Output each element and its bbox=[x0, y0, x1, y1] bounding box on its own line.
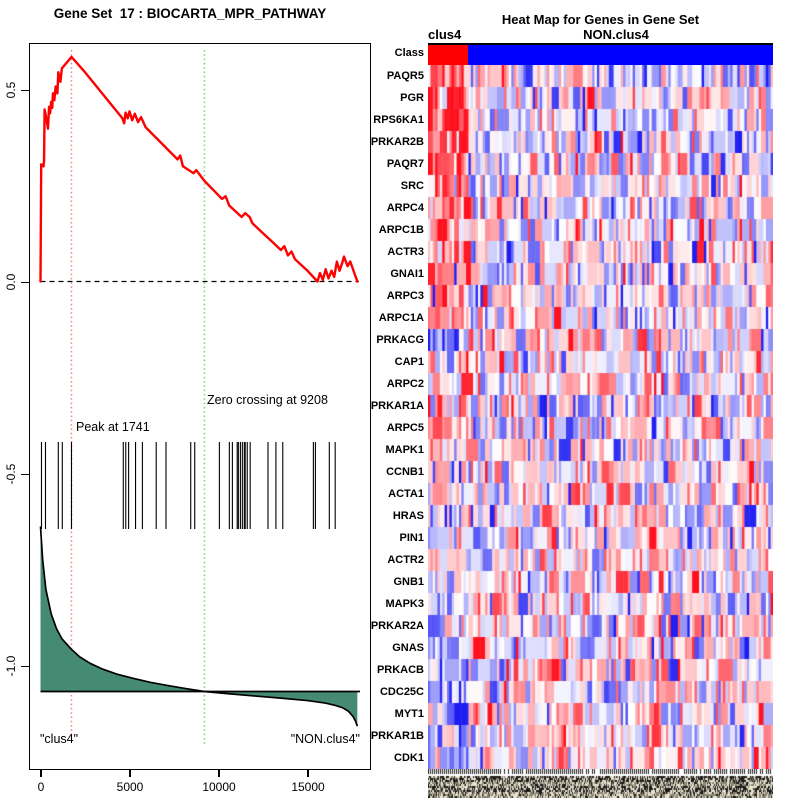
y-axis-tick bbox=[21, 666, 29, 667]
heatmap-class-label-non: NON.clus4 bbox=[583, 27, 649, 42]
y-axis-tick-label: 0.5 bbox=[4, 81, 18, 99]
heatmap-row-label: PRKAR2B bbox=[370, 136, 424, 148]
heatmap-grid bbox=[428, 65, 773, 769]
zero-crossing-annotation: Zero crossing at 9208 bbox=[207, 393, 328, 407]
y-axis-tick-label: 0.0 bbox=[4, 273, 18, 291]
heatmap-row-label: CDK1 bbox=[394, 752, 424, 764]
heatmap-row-label: PRKACG bbox=[376, 334, 424, 346]
heatmap-row-label: Class bbox=[394, 47, 424, 59]
heatmap-row-label: PAQR7 bbox=[386, 158, 424, 170]
x-axis-tick bbox=[218, 770, 219, 777]
x-axis-tick-label: 15000 bbox=[291, 780, 325, 794]
heatmap-row-label: ARPC1B bbox=[378, 224, 424, 236]
heatmap-row-label: CDC25C bbox=[379, 686, 424, 698]
y-axis-tick-label: -1.0 bbox=[4, 655, 18, 677]
heatmap-row-label: GNB1 bbox=[393, 576, 424, 588]
heatmap-row-label: ACTR2 bbox=[387, 554, 424, 566]
heatmap-row-label: RPS6KA1 bbox=[373, 114, 424, 126]
heatmap-row-label: ACTR3 bbox=[387, 246, 424, 258]
class-bar-clus4 bbox=[428, 45, 468, 65]
heatmap-row-label: HRAS bbox=[392, 510, 424, 522]
heatmap-row-label: ARPC3 bbox=[386, 290, 424, 302]
x-axis-tick-label: 10000 bbox=[202, 780, 236, 794]
heatmap-row-label: ARPC5 bbox=[386, 422, 424, 434]
heatmap-row-label: PRKAR1B bbox=[370, 730, 424, 742]
x-axis-tick bbox=[129, 770, 130, 777]
heatmap-row-label: PRKAR2A bbox=[370, 620, 424, 632]
heatmap-row-label: GNAS bbox=[392, 642, 424, 654]
heatmap-row-label: PRKACB bbox=[376, 664, 424, 676]
y-axis-tick-label: -0.5 bbox=[4, 463, 18, 485]
x-axis-tick bbox=[307, 770, 308, 777]
heatmap-row-label: MYT1 bbox=[394, 708, 424, 720]
heatmap-row-label: PAQR5 bbox=[386, 70, 424, 82]
heatmap-row-label: PIN1 bbox=[399, 532, 424, 544]
heatmap-row-label: CCNB1 bbox=[386, 466, 424, 478]
heatmap-row-label: PRKAR1A bbox=[370, 400, 424, 412]
heatmap-row-labels bbox=[348, 0, 424, 800]
y-axis-tick bbox=[21, 474, 29, 475]
heatmap-class-bar bbox=[428, 45, 773, 65]
x-axis-tick-label: 5000 bbox=[116, 780, 144, 794]
heatmap-row-label: MAPK3 bbox=[385, 598, 424, 610]
heatmap-class-label-clus4: clus4 bbox=[428, 27, 462, 42]
heatmap-sample-labels-band bbox=[428, 769, 773, 798]
y-axis-tick bbox=[21, 282, 29, 283]
heatmap-row-label: CAP1 bbox=[394, 356, 424, 368]
class-bar-non bbox=[468, 45, 773, 65]
heatmap-title: Heat Map for Genes in Gene Set bbox=[501, 12, 700, 27]
heatmap-row-label: GNAI1 bbox=[390, 268, 424, 280]
heatmap-row-label: ARPC2 bbox=[386, 378, 424, 390]
peak-annotation: Peak at 1741 bbox=[76, 420, 150, 434]
heatmap-row-label: SRC bbox=[400, 180, 424, 192]
heatmap-row-label: MAPK1 bbox=[385, 444, 424, 456]
heatmap-row-label: ARPC4 bbox=[386, 202, 424, 214]
heatmap-row-label: ARPC1A bbox=[378, 312, 424, 324]
heatmap-row-label: ACTA1 bbox=[388, 488, 424, 500]
phenotype-label-right: "NON.clus4" bbox=[290, 732, 360, 746]
x-axis-tick-label: 0 bbox=[37, 780, 45, 794]
heatmap-row-label: PGR bbox=[400, 92, 424, 104]
x-axis-tick bbox=[40, 770, 41, 777]
phenotype-label-left: "clus4" bbox=[40, 732, 79, 746]
enrichment-score-curve bbox=[41, 57, 358, 282]
gsea-panel-title: Gene Set 17 : BIOCARTA_MPR_PATHWAY bbox=[53, 6, 327, 21]
y-axis-tick bbox=[21, 90, 29, 91]
ranked-metric-area bbox=[41, 527, 358, 727]
